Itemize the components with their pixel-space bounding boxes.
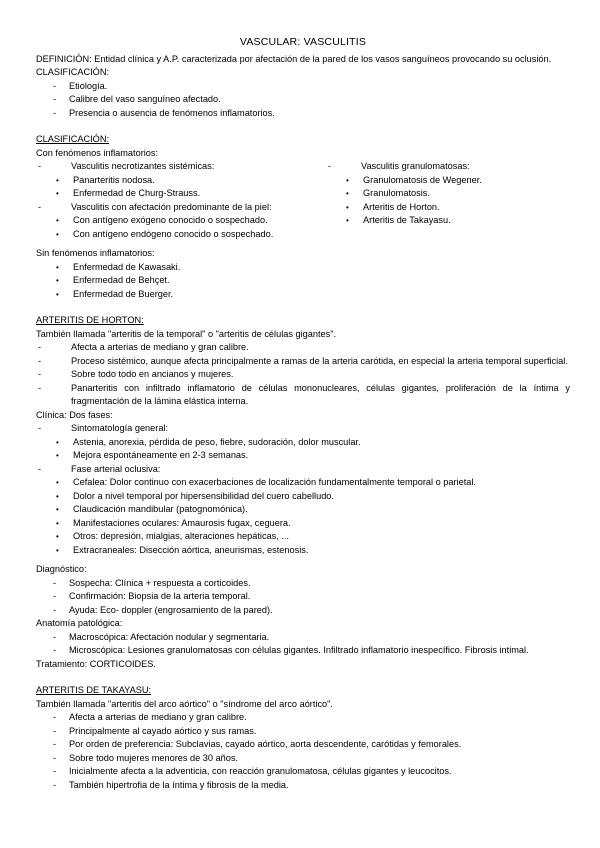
document-page [36,36,570,792]
horton-heading: ARTERITIS DE HORTON: [36,315,144,325]
necrotizing-label: - Vasculitis necrotizantes sistémicas: [36,160,326,174]
list-item: - Ayuda: Eco- doppler (engrosamiento de la pared). [36,604,570,618]
list-item: - Afecta a arterias de mediano y gran calibre. [36,711,570,725]
list-item: • Arteritis de Horton. [326,201,570,215]
takayasu-heading: ARTERITIS DE TAKAYASU: [36,685,152,695]
document-title: VASCULAR: VASCULITIS [239,36,367,48]
classification-columns [36,160,570,241]
diagnosis-list [36,577,570,618]
list-item: • Otros: depresión, mialgias, alteraciones hepáticas, ... [36,530,570,544]
horton-clinica: Clínica: Dos fases: [36,409,113,420]
treatment-text: Tratamiento: CORTICOIDES. [36,658,156,669]
list-item: - Sobre todo mujeres menores de 30 años. [36,752,570,766]
list-item: • Con antígeno exógeno conocido o sospechado. [36,214,326,228]
without-inflammation-label: Sin fenómenos inflamatorios: [36,248,155,258]
list-item: • Granulomatosis de Wegener. [326,174,570,188]
list-item: - Proceso sistémico, aunque afecta principalmente a ramas de la arteria carótida, en especial la arteria temporal superficial. [36,355,570,369]
left-column [36,160,326,241]
list-item: • Extracraneales: Disección aórtica, aneurismas, estenosis. [36,544,570,558]
skin-list [36,214,326,241]
list-item: - Afecta a arterias de mediano y gran calibre. [36,341,570,355]
list-item: - Sospecha: Clínica + respuesta a corticoides. [36,577,570,591]
skin-group [36,201,326,215]
classification-list-1 [36,80,570,121]
list-item: - Etiología. [36,80,570,94]
list-item: - Calibre del vaso sanguíneo afectado. [36,93,570,107]
diagnosis-label: Diagnóstico: [36,564,87,574]
list-item: - Sobre todo todo en ancianos y mujeres. [36,368,570,382]
granulomatous-label: - Vasculitis granulomatosas: [326,160,570,174]
classification-heading-2: CLASIFICACIÓN: [36,134,110,144]
with-inflammation-label: Con fenómenos inflamatorios: [36,147,159,158]
list-item: - Macroscópica: Afectación nodular y segmentaria. [36,631,570,645]
classification-heading-1: CLASIFICACIÓN: [36,67,110,77]
arterial-phase-list [36,476,570,557]
pathology-list [36,631,570,658]
arterial-phase-label: - Fase arterial oclusiva: [36,463,570,477]
takayasu-list [36,711,570,792]
necrotizing-list [36,174,326,201]
list-item: • Enfermedad de Buerger. [36,288,570,302]
symptoms-list [36,436,570,463]
list-item: • Claudicación mandibular (patognomónica). [36,503,570,517]
list-item: • Mejora espontáneamente en 2-3 semanas. [36,449,570,463]
list-item: • Astenia, anorexia, pérdida de peso, fiebre, sudoración, dolor muscular. [36,436,570,450]
list-item: • Panarteritis nodosa. [36,174,326,188]
list-item: - Inicialmente afecta a la adventicia, con reacción granulomatosa, células gigantes y leucocitos. [36,765,570,779]
list-item: • Dolor a nivel temporal por hipersensibilidad del cuero cabelludo. [36,490,570,504]
definition-text: DEFINICIÓN: Entidad clínica y A.P. caracterizada por afectación de la pared de los vasos sanguíneos provocando su oclusión. [36,53,552,64]
skin-label: - Vasculitis con afectación predominante de la piel: [36,201,326,215]
list-item: • Manifestaciones oculares: Amaurosis fugax, ceguera. [36,517,570,531]
horton-also-called: También llamada "arteritis de la temporal" o "arteritis de células gigantes". [36,328,337,339]
symptoms-label: - Sintomatología general: [36,422,570,436]
list-item: • Arteritis de Takayasu. [326,214,570,228]
list-item: • Enfermedad de Churg-Strauss. [36,187,326,201]
arterial-phase-group [36,463,570,477]
list-item: - Presencia o ausencia de fenómenos inflamatorios. [36,107,570,121]
symptoms-group [36,422,570,436]
horton-list [36,341,570,409]
list-item: - Principalmente al cayado aórtico y sus ramas. [36,725,570,739]
necrotizing-group [36,160,326,174]
takayasu-also-called: También llamada "arteritis del arco aórtico" o "síndrome del arco aórtico". [36,698,333,709]
list-item: - Panarteritis con infiltrado inflamatorio de células mononucleares, células gigantes, proliferación de la íntima y fragmentación de la lámina elástica interna. [36,382,570,409]
list-item: - Confirmación: Biopsia de la arteria temporal. [36,590,570,604]
list-item: • Granulomatosis. [326,187,570,201]
without-inflammation-list [36,261,570,302]
list-item: • Enfermedad de Kawasaki. [36,261,570,275]
granulomatous-group [326,160,570,174]
list-item: • Cefalea: Dolor continuo con exacerbaciones de localización fundamentalmente temporal o parietal. [36,476,570,490]
granulomatous-list [326,174,570,228]
pathology-label: Anatomía patológica: [36,618,123,628]
list-item: • Enfermedad de Behçet. [36,274,570,288]
list-item: • Con antígeno endógeno conocido o sospechado. [36,228,326,242]
list-item: - Por orden de preferencia: Subclavias, cayado aórtico, aorta descendente, carótidas y femorales. [36,738,570,752]
list-item: - Microscópica: Lesiones granulomatosas con células gigantes. Infiltrado inflamatorio inespecífico. Fibrosis intimal. [36,644,570,658]
list-item: - También hipertrofia de la íntima y fibrosis de la media. [36,779,570,793]
right-column [326,160,570,241]
